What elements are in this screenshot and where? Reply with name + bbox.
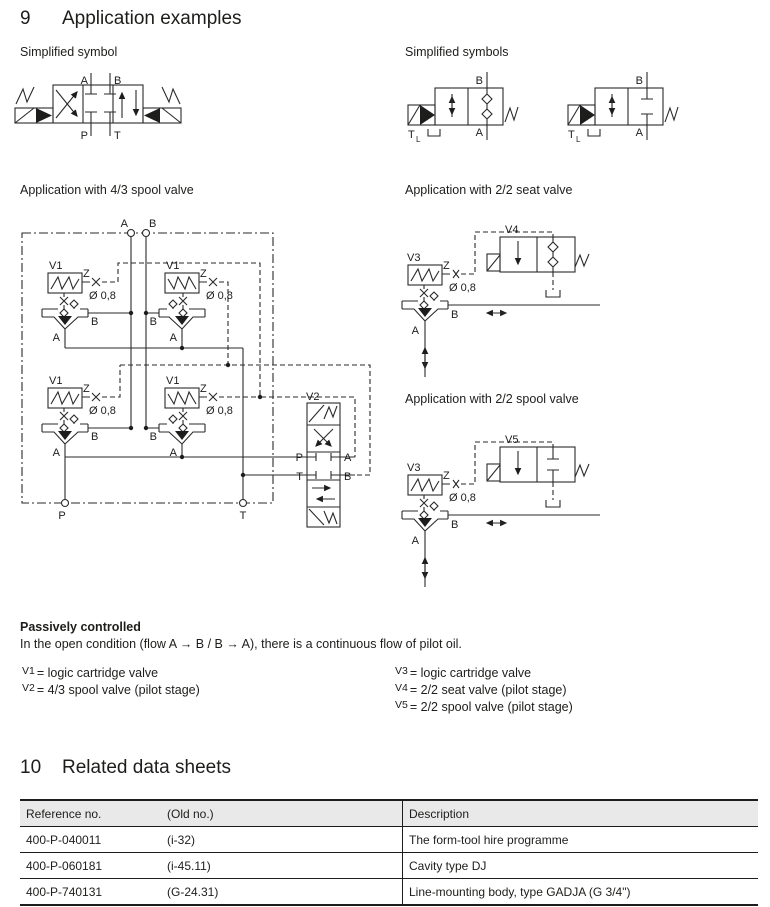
legend-right xyxy=(395,665,573,716)
label-b: B xyxy=(451,309,459,321)
cell-description: Cavity type DJ xyxy=(403,853,759,879)
legend-text: = 2/2 spool valve (pilot stage) xyxy=(409,700,573,714)
port-label-a: A xyxy=(635,127,643,139)
port-label-l-sub: L xyxy=(576,135,581,144)
caption-app-22-seat: Application with 2/2 seat valve xyxy=(405,183,573,197)
label-orifice: Ø 0,8 xyxy=(206,290,233,302)
cell-description: The form-tool hire programme xyxy=(403,827,759,853)
label-v3: V3 xyxy=(407,462,421,474)
label-orifice: Ø 0,8 xyxy=(449,282,476,294)
valve-v3 xyxy=(402,475,448,531)
legend-key: V1 xyxy=(22,665,35,677)
table-row xyxy=(20,853,758,879)
port-a xyxy=(128,230,135,237)
section-10-title: Related data sheets xyxy=(62,757,232,778)
label-orifice: Ø 0,8 xyxy=(449,492,476,504)
legend-text: = logic cartridge valve xyxy=(409,666,532,680)
label-z: Z xyxy=(200,383,207,395)
cell-reference-no: 400-P-060181 xyxy=(20,853,161,879)
label-v1: V1 xyxy=(49,260,63,272)
port-label-t: T xyxy=(114,130,121,142)
section-10-number: 10 xyxy=(20,757,42,778)
simplified-22-spool xyxy=(568,72,678,144)
valve-v1-upper-right xyxy=(159,273,205,329)
header-description: Description xyxy=(403,800,759,827)
valve-v1-upper-left xyxy=(42,273,88,329)
cell-description: Line-mounting body, type GADJA (G 3/4") xyxy=(403,879,759,906)
caption-simplified-symbols: Simplified symbols xyxy=(405,45,509,59)
legend-item-v1 xyxy=(22,665,200,682)
legend-item-v5 xyxy=(395,699,573,716)
label-z: Z xyxy=(83,383,90,395)
diagram-simplified-symbols-22 xyxy=(400,58,700,153)
cell-old-no: (G-24.31) xyxy=(161,879,403,906)
label-a-top: A xyxy=(120,218,128,230)
caption-simplified-symbol: Simplified symbol xyxy=(20,45,118,59)
label-a: A xyxy=(169,447,177,459)
legend-key: V2 xyxy=(22,682,35,694)
label-z: Z xyxy=(83,268,90,280)
header-old-no: (Old no.) xyxy=(161,800,403,827)
label-a: A xyxy=(411,535,419,547)
label-a: A xyxy=(52,332,60,344)
label-b: B xyxy=(149,431,157,443)
port-label-l-sub: L xyxy=(416,135,421,144)
valve-v3 xyxy=(402,265,448,321)
label-b: B xyxy=(149,316,157,328)
valve-v2-pilot xyxy=(307,403,340,527)
label-p: P xyxy=(295,452,303,464)
caption-app-22-spool: Application with 2/2 spool valve xyxy=(405,392,579,406)
legend-key: V3 xyxy=(395,665,408,677)
label-v5: V5 xyxy=(505,434,519,446)
legend-key: V5 xyxy=(395,699,408,711)
port-label-a: A xyxy=(80,75,88,87)
label-b: B xyxy=(91,431,99,443)
label-a: A xyxy=(169,332,177,344)
caption-app-43-spool: Application with 4/3 spool valve xyxy=(20,183,194,197)
legend-item-v2 xyxy=(22,682,200,699)
junction-dots xyxy=(129,311,262,477)
header-reference-no: Reference no. xyxy=(20,800,161,827)
section-9-number: 9 xyxy=(20,8,31,29)
port-label-t: T xyxy=(568,129,575,141)
label-orifice: Ø 0,8 xyxy=(206,405,233,417)
label-b: B xyxy=(451,519,459,531)
label-z: Z xyxy=(443,260,450,272)
table-header-row xyxy=(20,800,758,827)
label-a: A xyxy=(344,452,352,464)
legend-item-v3 xyxy=(395,665,573,682)
legend-item-v4 xyxy=(395,682,573,699)
simplified-22-seat xyxy=(408,72,518,144)
label-v1: V1 xyxy=(49,375,63,387)
valve-v1-lower-right xyxy=(159,388,205,444)
port-label-b: B xyxy=(114,75,122,87)
label-b: B xyxy=(344,471,352,483)
port-label-b: B xyxy=(475,75,483,87)
label-z: Z xyxy=(200,268,207,280)
port-t xyxy=(240,500,247,507)
legend-text: = 2/2 seat valve (pilot stage) xyxy=(409,683,567,697)
section-9-title: Application examples xyxy=(62,8,242,29)
note-heading: Passively controlled xyxy=(20,620,141,634)
note-body: In the open condition (flow A → B / B → A), there is a continuous flow of pilot oil. xyxy=(20,637,462,651)
diagram-app-43-spool xyxy=(15,200,380,530)
port-label-p: P xyxy=(80,130,88,142)
section-10-heading xyxy=(20,757,231,779)
label-v2: V2 xyxy=(306,391,320,403)
diagram-app-22-seat xyxy=(395,205,625,385)
label-a: A xyxy=(52,447,60,459)
table-row xyxy=(20,879,758,906)
valve-v5-spool xyxy=(487,447,589,482)
port-label-t: T xyxy=(408,129,415,141)
table-row xyxy=(20,827,758,853)
label-v1: V1 xyxy=(166,375,180,387)
cell-old-no: (i-32) xyxy=(161,827,403,853)
port-p xyxy=(62,500,69,507)
label-b: B xyxy=(91,316,99,328)
related-data-sheets-table xyxy=(20,799,758,906)
cell-reference-no: 400-P-740131 xyxy=(20,879,161,906)
label-a: A xyxy=(411,325,419,337)
diagram-app-22-spool xyxy=(395,415,625,595)
legend-left xyxy=(22,665,200,699)
legend-text: = 4/3 spool valve (pilot stage) xyxy=(36,683,200,697)
port-label-b: B xyxy=(635,75,643,87)
label-v3: V3 xyxy=(407,252,421,264)
label-v1: V1 xyxy=(166,260,180,272)
label-p-bottom: P xyxy=(58,510,66,522)
port-label-a: A xyxy=(475,127,483,139)
label-t: T xyxy=(296,471,303,483)
label-v4: V4 xyxy=(505,224,519,236)
section-9-heading xyxy=(20,8,242,30)
label-orifice: Ø 0,8 xyxy=(89,405,116,417)
label-z: Z xyxy=(443,470,450,482)
label-b-top: B xyxy=(149,218,157,230)
diagram-simplified-symbol-43 xyxy=(10,45,220,150)
valve-v4-seat xyxy=(487,237,589,272)
label-t-bottom: T xyxy=(239,510,247,522)
legend-text: = logic cartridge valve xyxy=(36,666,159,680)
port-b xyxy=(143,230,150,237)
cell-reference-no: 400-P-040011 xyxy=(20,827,161,853)
label-orifice: Ø 0,8 xyxy=(89,290,116,302)
legend-key: V4 xyxy=(395,682,408,694)
cell-old-no: (i-45.11) xyxy=(161,853,403,879)
valve-v1-lower-left xyxy=(42,388,88,444)
